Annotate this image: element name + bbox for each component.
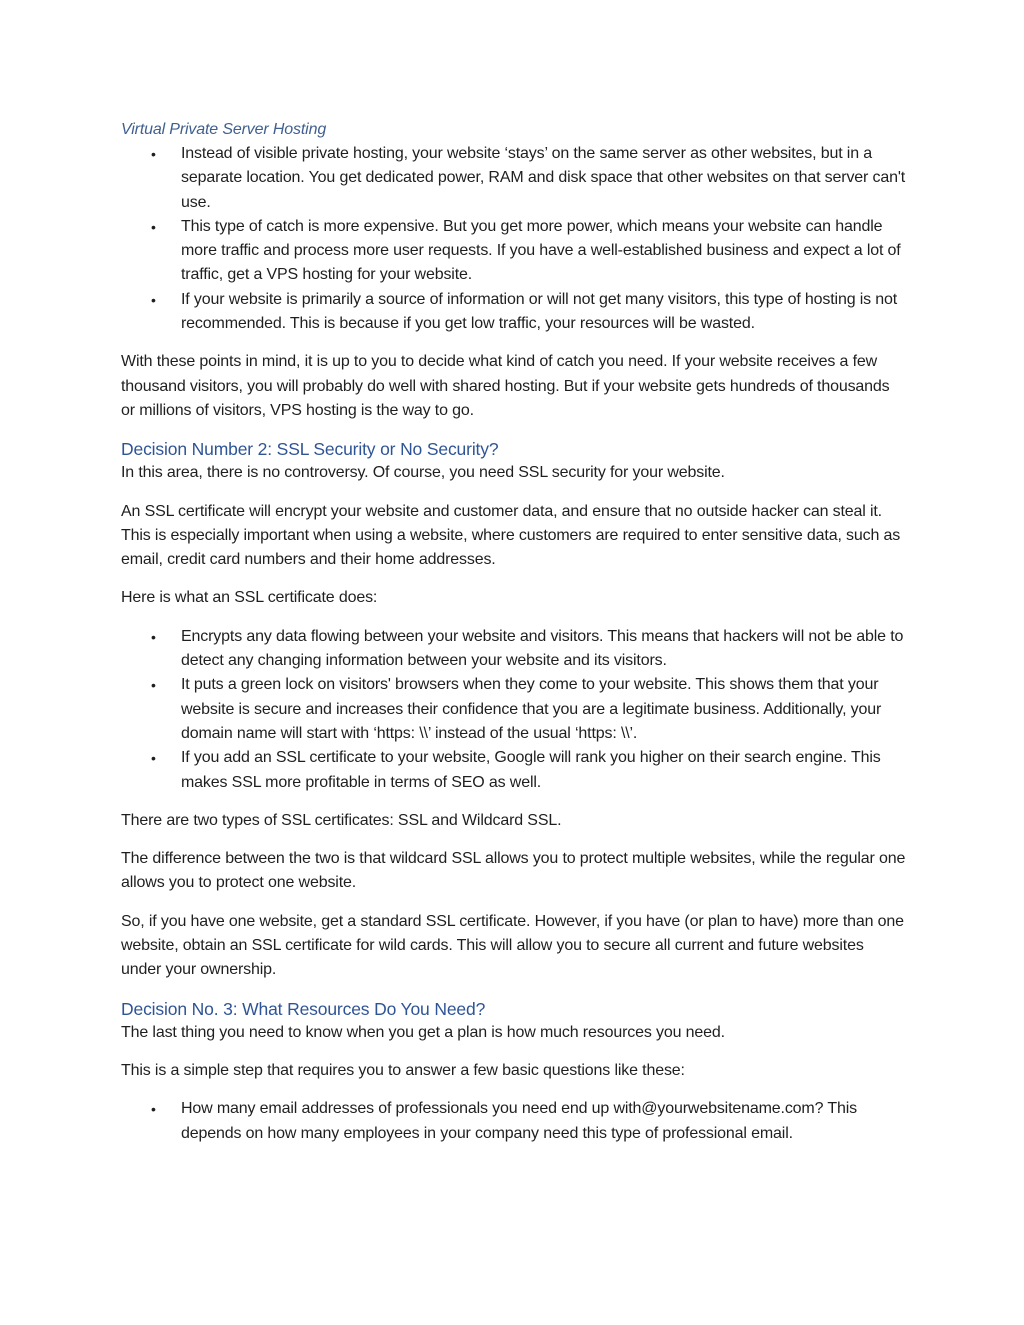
ssl-paragraph-types: There are two types of SSL certificates: SSL and Wildcard SSL.: [121, 811, 562, 829]
bullet-icon: •: [151, 218, 156, 235]
bullet-icon: •: [151, 750, 156, 767]
ssl-intro-paragraph: In this area, there is no controversy. Of course, you need SSL security for your website.: [121, 464, 725, 482]
list-item: [121, 215, 906, 288]
ssl-paragraph-difference: The difference between the two is that wildcard SSL allows you to protect multiple websites, while the regular one allows you to protect one website.: [121, 850, 906, 892]
list-item: [121, 1097, 906, 1146]
document-page: [121, 118, 906, 1160]
ssl-bullet-list: [121, 625, 906, 795]
resources-intro-paragraph: The last thing you need to know when you get a plan is how much resources you need.: [121, 1023, 725, 1041]
list-item: [121, 746, 906, 795]
list-item: [121, 142, 906, 215]
ssl-paragraph-what-it-does: Here is what an SSL certificate does:: [121, 589, 378, 607]
list-item-text: This type of catch is more expensive. But you get more power, which means your website can handle more traffic and process more user requests. If you have a well-established business and expect a lot of traffic, get a VPS hosting for your website.: [181, 217, 901, 284]
resources-bullet-list: [121, 1097, 906, 1146]
bullet-icon: •: [151, 677, 156, 694]
list-item-text: If your website is primarily a source of information or will not get many visitors, this type of hosting is not recommended. This is because if you get low traffic, your resources will be wasted.: [181, 290, 898, 333]
list-item-text: How many email addresses of professionals you need end up with@yourwebsitename.com? This depends on how many employees in your company need this type of professional email.: [181, 1100, 857, 1142]
section-subheading-vps: Virtual Private Server Hosting: [121, 121, 327, 138]
ssl-paragraph-encrypt: An SSL certificate will encrypt your website and customer data, and ensure that no outside hacker can steal it. This is especially important when using a website, where customers are required to enter sensitive data, such as email, credit card numbers and their home addresses.: [121, 502, 901, 569]
heading-resources-decision: Decision No. 3: What Resources Do You Need?: [121, 998, 486, 1019]
vps-conclusion-paragraph: With these points in mind, it is up to you to decide what kind of catch you need. If your website receives a few thousand visitors, you will probably do well with shared hosting. But if your website gets hundreds of thousands or millions of visitors, VPS hosting is the way to go.: [121, 353, 890, 419]
list-item-text: If you add an SSL certificate to your website, Google will rank you higher on their search engine. This makes SSL more profitable in terms of SEO as well.: [181, 749, 881, 791]
list-item: [121, 673, 906, 746]
resources-questions-paragraph: This is a simple step that requires you to answer a few basic questions like these:: [121, 1061, 685, 1079]
bullet-icon: •: [151, 291, 156, 308]
list-item-text: Instead of visible private hosting, your website ‘stays’ on the same server as other websites, but in a separate location. You get dedicated power, RAM and disk space that other websites on that server can't use.: [181, 145, 906, 211]
bullet-icon: •: [151, 628, 156, 645]
vps-bullet-list: [121, 142, 906, 336]
ssl-paragraph-recommendation: So, if you have one website, get a standard SSL certificate. However, if you have (or plan to have) more than one website, obtain an SSL certificate for wild cards. This will allow you to secure all current and future websites under your ownership.: [121, 912, 904, 979]
bullet-icon: •: [151, 146, 156, 162]
list-item: [121, 625, 906, 674]
list-item-text: Encrypts any data flowing between your website and visitors. This means that hackers will not be able to detect any changing information between your website and its visitors.: [181, 627, 904, 670]
list-item-text: It puts a green lock on visitors' browsers when they come to your website. This shows them that your website is secure and increases their confidence that you are a legitimate business. Additionally, your domain name will start with ‘https: \\’ instead of the usual ‘https: \\’.: [181, 676, 882, 742]
list-item: [121, 288, 906, 337]
bullet-icon: •: [151, 1101, 156, 1118]
heading-ssl-decision: Decision Number 2: SSL Security or No Security?: [121, 439, 499, 460]
